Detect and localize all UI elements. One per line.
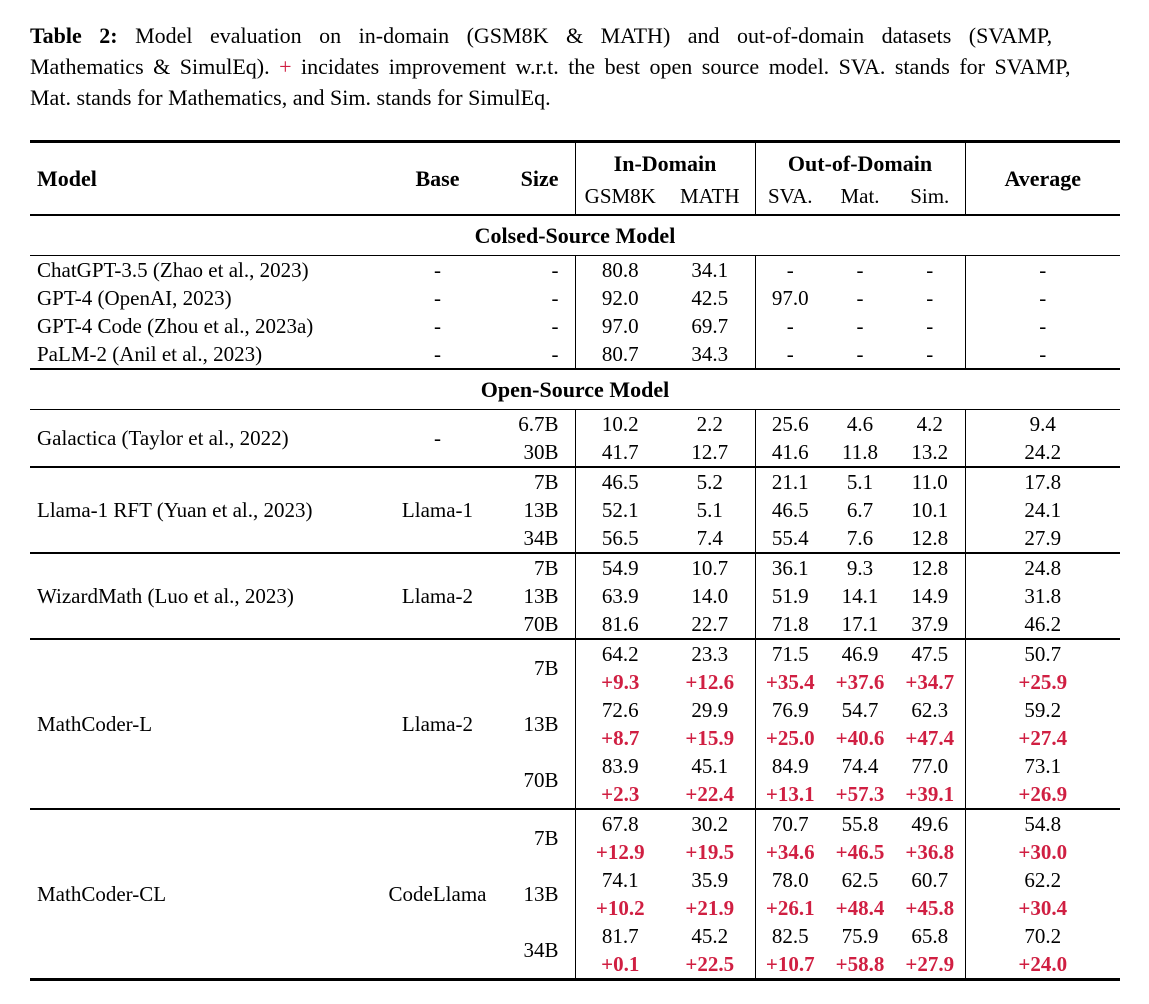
caption-plus-sign: + — [279, 54, 292, 79]
score-cell: 51.9 — [771, 584, 809, 608]
score-cell: 54.9 — [575, 553, 665, 582]
score-cell: 4.2 — [895, 410, 965, 439]
delta-cell: +24.0 — [1018, 952, 1068, 976]
score-cell: 23.3 — [665, 639, 755, 668]
header-base: Base — [415, 165, 460, 191]
score-cell: 67.8 — [575, 809, 665, 838]
score-cell: 30.2 — [665, 809, 755, 838]
score-cell: - — [786, 342, 794, 366]
score-cell: 34.3 — [665, 340, 755, 369]
score-cell: - — [1039, 314, 1047, 338]
delta-cell: +39.1 — [895, 780, 965, 809]
score-cell: 9.4 — [1029, 412, 1056, 436]
size-cell: 7B — [495, 553, 575, 582]
model-name-cell: Galactica (Taylor et al., 2022) — [37, 426, 289, 450]
caption-line-1 — [30, 20, 1122, 51]
table-row — [30, 312, 1120, 340]
size-cell: - — [495, 312, 575, 340]
score-cell: 69.7 — [665, 312, 755, 340]
score-cell: - — [895, 284, 965, 312]
score-cell: 49.6 — [895, 809, 965, 838]
score-cell: 9.3 — [825, 553, 895, 582]
model-name-cell: MathCoder-L — [30, 639, 380, 809]
delta-cell: +40.6 — [835, 726, 885, 750]
score-cell: 12.8 — [895, 524, 965, 553]
section-title: Open-Source Model — [30, 369, 1120, 410]
delta-cell: +10.2 — [595, 896, 645, 920]
score-cell: 34.1 — [665, 256, 755, 285]
delta-cell: +2.3 — [601, 782, 640, 806]
table-caption — [30, 20, 1122, 113]
score-cell: 97.0 — [771, 286, 809, 310]
size-cell: 7B — [495, 467, 575, 496]
score-cell: 54.7 — [841, 698, 879, 722]
score-cell: 50.7 — [965, 639, 1120, 668]
base-cell: - — [434, 342, 441, 366]
caption-line-2 — [30, 51, 1122, 82]
score-cell: 92.0 — [601, 286, 639, 310]
size-cell: 7B — [495, 639, 575, 696]
base-cell: Llama-2 — [380, 639, 495, 809]
score-cell: 60.7 — [895, 866, 965, 894]
score-cell: 83.9 — [601, 754, 639, 778]
delta-cell: +58.8 — [835, 952, 885, 976]
delta-cell: +15.9 — [665, 724, 755, 752]
score-cell: 74.1 — [601, 868, 639, 892]
score-cell: 64.2 — [575, 639, 665, 668]
score-cell: - — [856, 286, 864, 310]
score-cell: - — [895, 256, 965, 285]
table-row — [30, 809, 1120, 838]
score-cell: 11.0 — [895, 467, 965, 496]
delta-cell: +22.5 — [665, 950, 755, 980]
delta-cell: +37.6 — [835, 670, 885, 694]
score-cell: 47.5 — [895, 639, 965, 668]
results-table — [30, 140, 1120, 981]
size-cell: 7B — [495, 809, 575, 866]
score-cell: 24.8 — [965, 553, 1120, 582]
score-cell: 17.1 — [841, 612, 879, 636]
delta-cell: +34.7 — [895, 668, 965, 696]
score-cell: 5.1 — [665, 496, 755, 524]
size-cell: - — [495, 340, 575, 369]
subheader-math: MATH — [665, 181, 755, 215]
section-title-row-open-source — [30, 369, 1120, 410]
score-cell: 31.8 — [1024, 584, 1062, 608]
score-cell: 75.9 — [841, 924, 879, 948]
header-size: Size — [495, 142, 575, 216]
score-cell: 54.8 — [965, 809, 1120, 838]
caption-text: Mathematics & SimulEq). — [30, 54, 270, 79]
score-cell: 5.1 — [825, 467, 895, 496]
table-row — [30, 256, 1120, 285]
delta-cell: +10.7 — [765, 952, 815, 976]
score-cell: 5.2 — [665, 467, 755, 496]
base-cell: CodeLlama — [380, 809, 495, 980]
table-row — [30, 553, 1120, 582]
table-row — [30, 284, 1120, 312]
score-cell: 29.9 — [665, 696, 755, 724]
score-cell: 7.6 — [846, 526, 874, 550]
table-header — [30, 142, 1120, 216]
score-cell: 36.1 — [755, 553, 825, 582]
delta-cell: +25.0 — [765, 726, 815, 750]
score-cell: - — [786, 258, 794, 282]
score-cell: 41.6 — [771, 440, 809, 464]
score-cell: 11.8 — [842, 440, 878, 464]
model-name-cell: Llama-1 RFT (Yuan et al., 2023) — [30, 467, 380, 553]
score-cell: 45.1 — [665, 752, 755, 780]
table-header-row-1 — [30, 142, 1120, 182]
score-cell: - — [1039, 258, 1047, 282]
size-cell: 70B — [495, 752, 575, 809]
delta-cell: +30.0 — [1018, 840, 1068, 864]
size-cell: 70B — [495, 610, 575, 639]
delta-cell: +57.3 — [835, 782, 885, 806]
caption-text: incidates improvement w.r.t. the best open source model. SVA. stands for SVAMP, — [301, 54, 1071, 79]
score-cell: 52.1 — [601, 498, 639, 522]
table-body — [30, 215, 1120, 980]
score-cell: 62.3 — [895, 696, 965, 724]
score-cell: 12.8 — [895, 553, 965, 582]
model-name-cell: MathCoder-CL — [30, 809, 380, 980]
score-cell: 46.9 — [825, 639, 895, 668]
size-cell: 6.7B — [495, 410, 575, 439]
score-cell: 81.7 — [601, 924, 639, 948]
score-cell: - — [1039, 342, 1047, 366]
score-cell: 45.2 — [665, 922, 755, 950]
subheader-gsm8k: GSM8K — [584, 184, 656, 208]
delta-cell: +0.1 — [601, 952, 640, 976]
score-cell: 21.1 — [755, 467, 825, 496]
score-cell: 55.8 — [825, 809, 895, 838]
score-cell: 65.8 — [895, 922, 965, 950]
header-out-of-domain: Out-of-Domain — [755, 142, 965, 182]
model-name-cell: PaLM-2 (Anil et al., 2023) — [37, 342, 263, 366]
score-cell: 35.9 — [665, 866, 755, 894]
score-cell: 71.5 — [755, 639, 825, 668]
score-cell: 22.7 — [665, 610, 755, 639]
score-cell: 62.2 — [1024, 868, 1062, 892]
score-cell: 80.7 — [601, 342, 639, 366]
score-cell: 25.6 — [771, 412, 809, 436]
delta-cell: +30.4 — [1018, 896, 1068, 920]
score-cell: 70.7 — [755, 809, 825, 838]
delta-cell: +19.5 — [665, 838, 755, 866]
score-cell: 17.8 — [965, 467, 1120, 496]
size-cell: 13B — [495, 866, 575, 922]
score-cell: 42.5 — [665, 284, 755, 312]
delta-cell: +21.9 — [665, 894, 755, 922]
delta-cell: +36.8 — [895, 838, 965, 866]
score-cell: 70.2 — [1024, 924, 1062, 948]
score-cell: 71.8 — [771, 612, 809, 636]
table-row — [30, 467, 1120, 496]
score-cell: 73.1 — [1024, 754, 1062, 778]
base-cell: Llama-1 — [380, 467, 495, 553]
score-cell: 10.2 — [601, 412, 639, 436]
delta-cell: +22.4 — [665, 780, 755, 809]
score-cell: 14.0 — [665, 582, 755, 610]
size-cell: - — [495, 256, 575, 285]
score-cell: 10.1 — [895, 496, 965, 524]
delta-cell: +48.4 — [835, 896, 885, 920]
size-cell: 13B — [495, 696, 575, 752]
score-cell: 37.9 — [895, 610, 965, 639]
delta-cell: +27.4 — [1018, 726, 1068, 750]
score-cell: - — [856, 342, 864, 366]
size-cell: 30B — [495, 438, 575, 467]
header-average: Average — [1004, 165, 1082, 191]
score-cell: 84.9 — [771, 754, 809, 778]
delta-cell: +34.6 — [765, 840, 815, 864]
section-title: Colsed-Source Model — [30, 215, 1120, 256]
size-cell: 34B — [495, 922, 575, 980]
score-cell: 4.6 — [846, 412, 874, 436]
delta-cell: +45.8 — [895, 894, 965, 922]
delta-cell: +8.7 — [601, 726, 640, 750]
subheader-mat: Mat. — [840, 184, 880, 208]
score-cell: 72.6 — [601, 698, 639, 722]
size-cell: - — [495, 284, 575, 312]
score-cell: 77.0 — [895, 752, 965, 780]
delta-cell: +25.9 — [1018, 670, 1068, 694]
delta-cell: +47.4 — [895, 724, 965, 752]
score-cell: 55.4 — [771, 526, 809, 550]
base-cell: - — [434, 314, 441, 338]
score-cell: 74.4 — [841, 754, 879, 778]
score-cell: 10.7 — [665, 553, 755, 582]
score-cell: 6.7 — [846, 498, 874, 522]
delta-cell: +12.9 — [595, 840, 645, 864]
score-cell: 24.2 — [1024, 440, 1062, 464]
section-title-row-closed-source — [30, 215, 1120, 256]
score-cell: 59.2 — [1024, 698, 1062, 722]
score-cell: 7.4 — [665, 524, 755, 553]
model-name-cell: GPT-4 (OpenAI, 2023) — [37, 286, 232, 310]
caption-line-3: Mat. stands for Mathematics, and Sim. stands for SimulEq. — [30, 85, 551, 110]
score-cell: - — [856, 258, 864, 282]
model-name-cell: ChatGPT-3.5 (Zhao et al., 2023) — [37, 258, 309, 282]
delta-cell: +26.1 — [765, 896, 815, 920]
base-cell: - — [434, 286, 441, 310]
score-cell: 80.8 — [601, 258, 639, 282]
delta-cell: +26.9 — [1018, 782, 1068, 806]
score-cell: - — [786, 314, 794, 338]
model-name-cell: GPT-4 Code (Zhou et al., 2023a) — [37, 314, 314, 338]
score-cell: 41.7 — [601, 440, 639, 464]
delta-cell: +12.6 — [665, 668, 755, 696]
score-cell: 56.5 — [601, 526, 639, 550]
delta-cell: +27.9 — [895, 950, 965, 980]
delta-cell: +9.3 — [601, 670, 640, 694]
score-cell: - — [895, 340, 965, 369]
size-cell: 13B — [495, 496, 575, 524]
score-cell: 46.5 — [771, 498, 809, 522]
delta-cell: +35.4 — [765, 670, 815, 694]
header-model: Model — [37, 165, 97, 191]
subheader-sva: SVA. — [767, 184, 813, 208]
score-cell: 27.9 — [1024, 526, 1062, 550]
size-cell: 34B — [495, 524, 575, 553]
score-cell: 97.0 — [601, 314, 639, 338]
caption-text: Model evaluation on in-domain (GSM8K & MATH) and out-of-domain datasets (SVAMP, — [135, 23, 1053, 48]
score-cell: 46.2 — [1024, 612, 1062, 636]
score-cell: 46.5 — [575, 467, 665, 496]
size-cell: 13B — [495, 582, 575, 610]
base-cell: Llama-2 — [380, 553, 495, 639]
score-cell: 78.0 — [771, 868, 809, 892]
score-cell: 63.9 — [601, 584, 639, 608]
base-cell: - — [434, 426, 441, 450]
table-row — [30, 639, 1120, 668]
score-cell: 76.9 — [771, 698, 809, 722]
table-row — [30, 340, 1120, 369]
score-cell: 62.5 — [841, 868, 879, 892]
score-cell: 14.1 — [841, 584, 879, 608]
score-cell: 14.9 — [895, 582, 965, 610]
score-cell: 82.5 — [771, 924, 809, 948]
score-cell: - — [1039, 286, 1047, 310]
score-cell: - — [895, 312, 965, 340]
score-cell: 24.1 — [1024, 498, 1062, 522]
caption-label: Table 2: — [30, 23, 118, 48]
delta-cell: +13.1 — [765, 782, 815, 806]
score-cell: 81.6 — [601, 612, 639, 636]
delta-cell: +46.5 — [835, 840, 885, 864]
table-row — [30, 410, 1120, 439]
header-in-domain: In-Domain — [575, 142, 755, 182]
score-cell: 2.2 — [665, 410, 755, 439]
base-cell: - — [434, 258, 441, 282]
subheader-sim: Sim. — [895, 181, 965, 215]
score-cell: 13.2 — [895, 438, 965, 467]
score-cell: 12.7 — [665, 438, 755, 467]
score-cell: - — [856, 314, 864, 338]
model-name-cell: WizardMath (Luo et al., 2023) — [30, 553, 380, 639]
